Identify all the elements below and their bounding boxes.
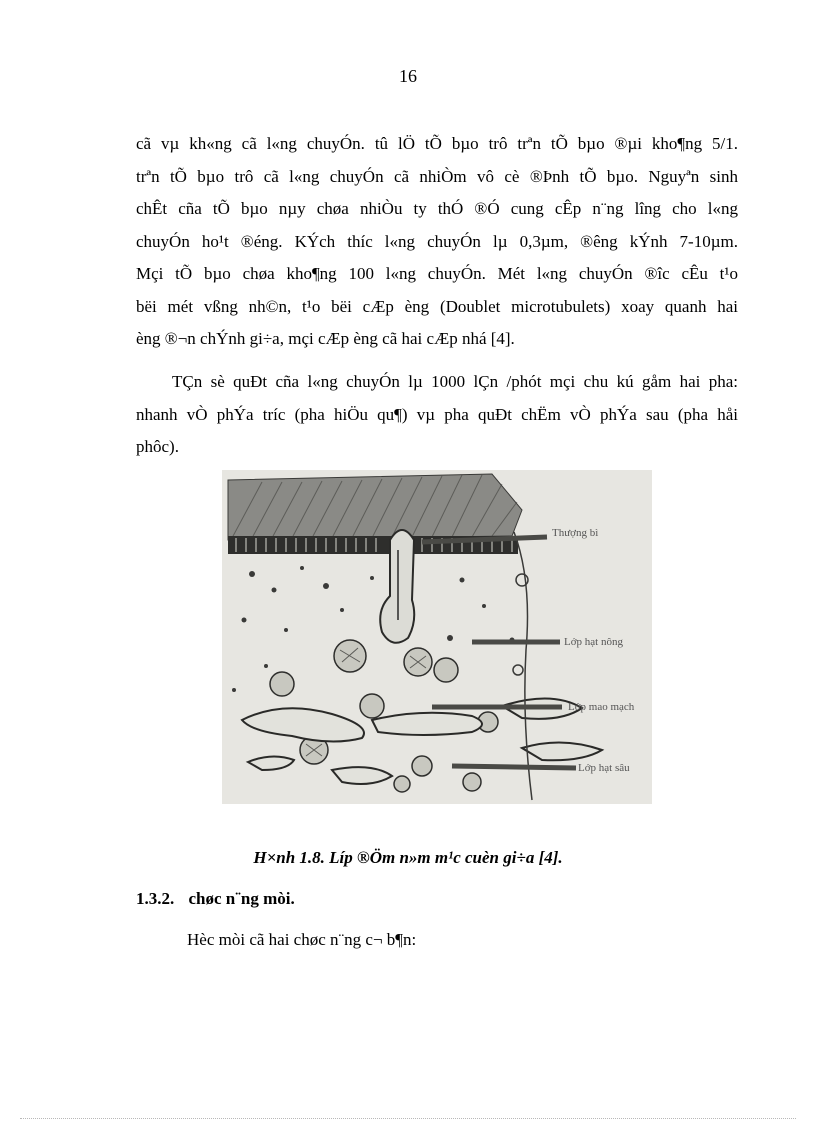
label-epidermis: Thượng bì: [552, 527, 599, 539]
label-superficial-gland-layer: Lớp hạt nông: [564, 636, 623, 648]
section-heading: [136, 889, 295, 909]
histology-figure: [222, 470, 652, 804]
text-line: bëi mét vßng nh©n, t¹o bëi cÆp èng (Doublet microtubulets) xoay quanh hai: [136, 296, 738, 316]
text-line: phôc).: [136, 437, 179, 456]
intro-sentence: Hèc mòi cã hai chøc n¨ng c¬ b¶n:: [187, 930, 417, 949]
paragraph-cilia-structure: [136, 128, 738, 356]
epithelium-hatching: [228, 474, 522, 540]
section-number: 1.3.2.: [136, 889, 175, 908]
text-line: TÇn sè quÐt cña l«ng chuyÓn lµ 1000 lÇn /phót mçi chu kú gåm hai pha:: [172, 372, 738, 391]
page-number: 16: [399, 66, 417, 86]
figure-caption: H×nh 1.8. Líp ®Öm n»m m¹c cuèn gi÷a [4].: [253, 848, 563, 867]
page-bottom-rule: [20, 1118, 796, 1119]
label-capillary-layer: Lớp mao mạch: [568, 701, 635, 713]
text-line: chÊt cña tÕ bµo nµy chøa nhiÒu ty thÓ ®Ó cung cÊp n¨ng lîng cho l«ng: [136, 199, 738, 218]
text-line: èng ®¬n chÝnh gi÷a, mçi cÆp èng cã hai cÆp nhá [4].: [136, 329, 515, 348]
text-line: Mçi tÕ bµo chøa kho¶ng 100 l«ng chuyÓn. Mét l«ng chuyÓn ®îc cÊu t¹o: [136, 264, 738, 283]
text-line: nhanh vÒ phÝa tríc (pha hiÖu qu¶) vµ pha quÐt chËm vÒ phÝa sau (pha håi: [136, 404, 738, 424]
mucosa-illustration: [222, 470, 652, 804]
text-line: cã vµ kh«ng cã l«ng chuyÓn. tû lÖ tÕ bµo trô trªn tÕ bµo ®µi kho¶ng 5/1.: [136, 134, 738, 153]
paragraph-cilia-frequency: [136, 366, 738, 464]
text-line: trªn tÕ bµo trô cã l«ng chuyÓn cã nhiÒm vô cè ®Þnh tÕ bµo. Nguyªn sinh: [136, 166, 738, 186]
text-line: chuyÓn ho¹t ®éng. KÝch thíc l«ng chuyÓn lµ 0,3µm, ®êng kÝnh 7-10µm.: [136, 231, 738, 251]
label-deep-gland-layer: Lớp hạt sâu: [578, 762, 630, 774]
section-title: chøc n¨ng mòi.: [188, 889, 295, 908]
